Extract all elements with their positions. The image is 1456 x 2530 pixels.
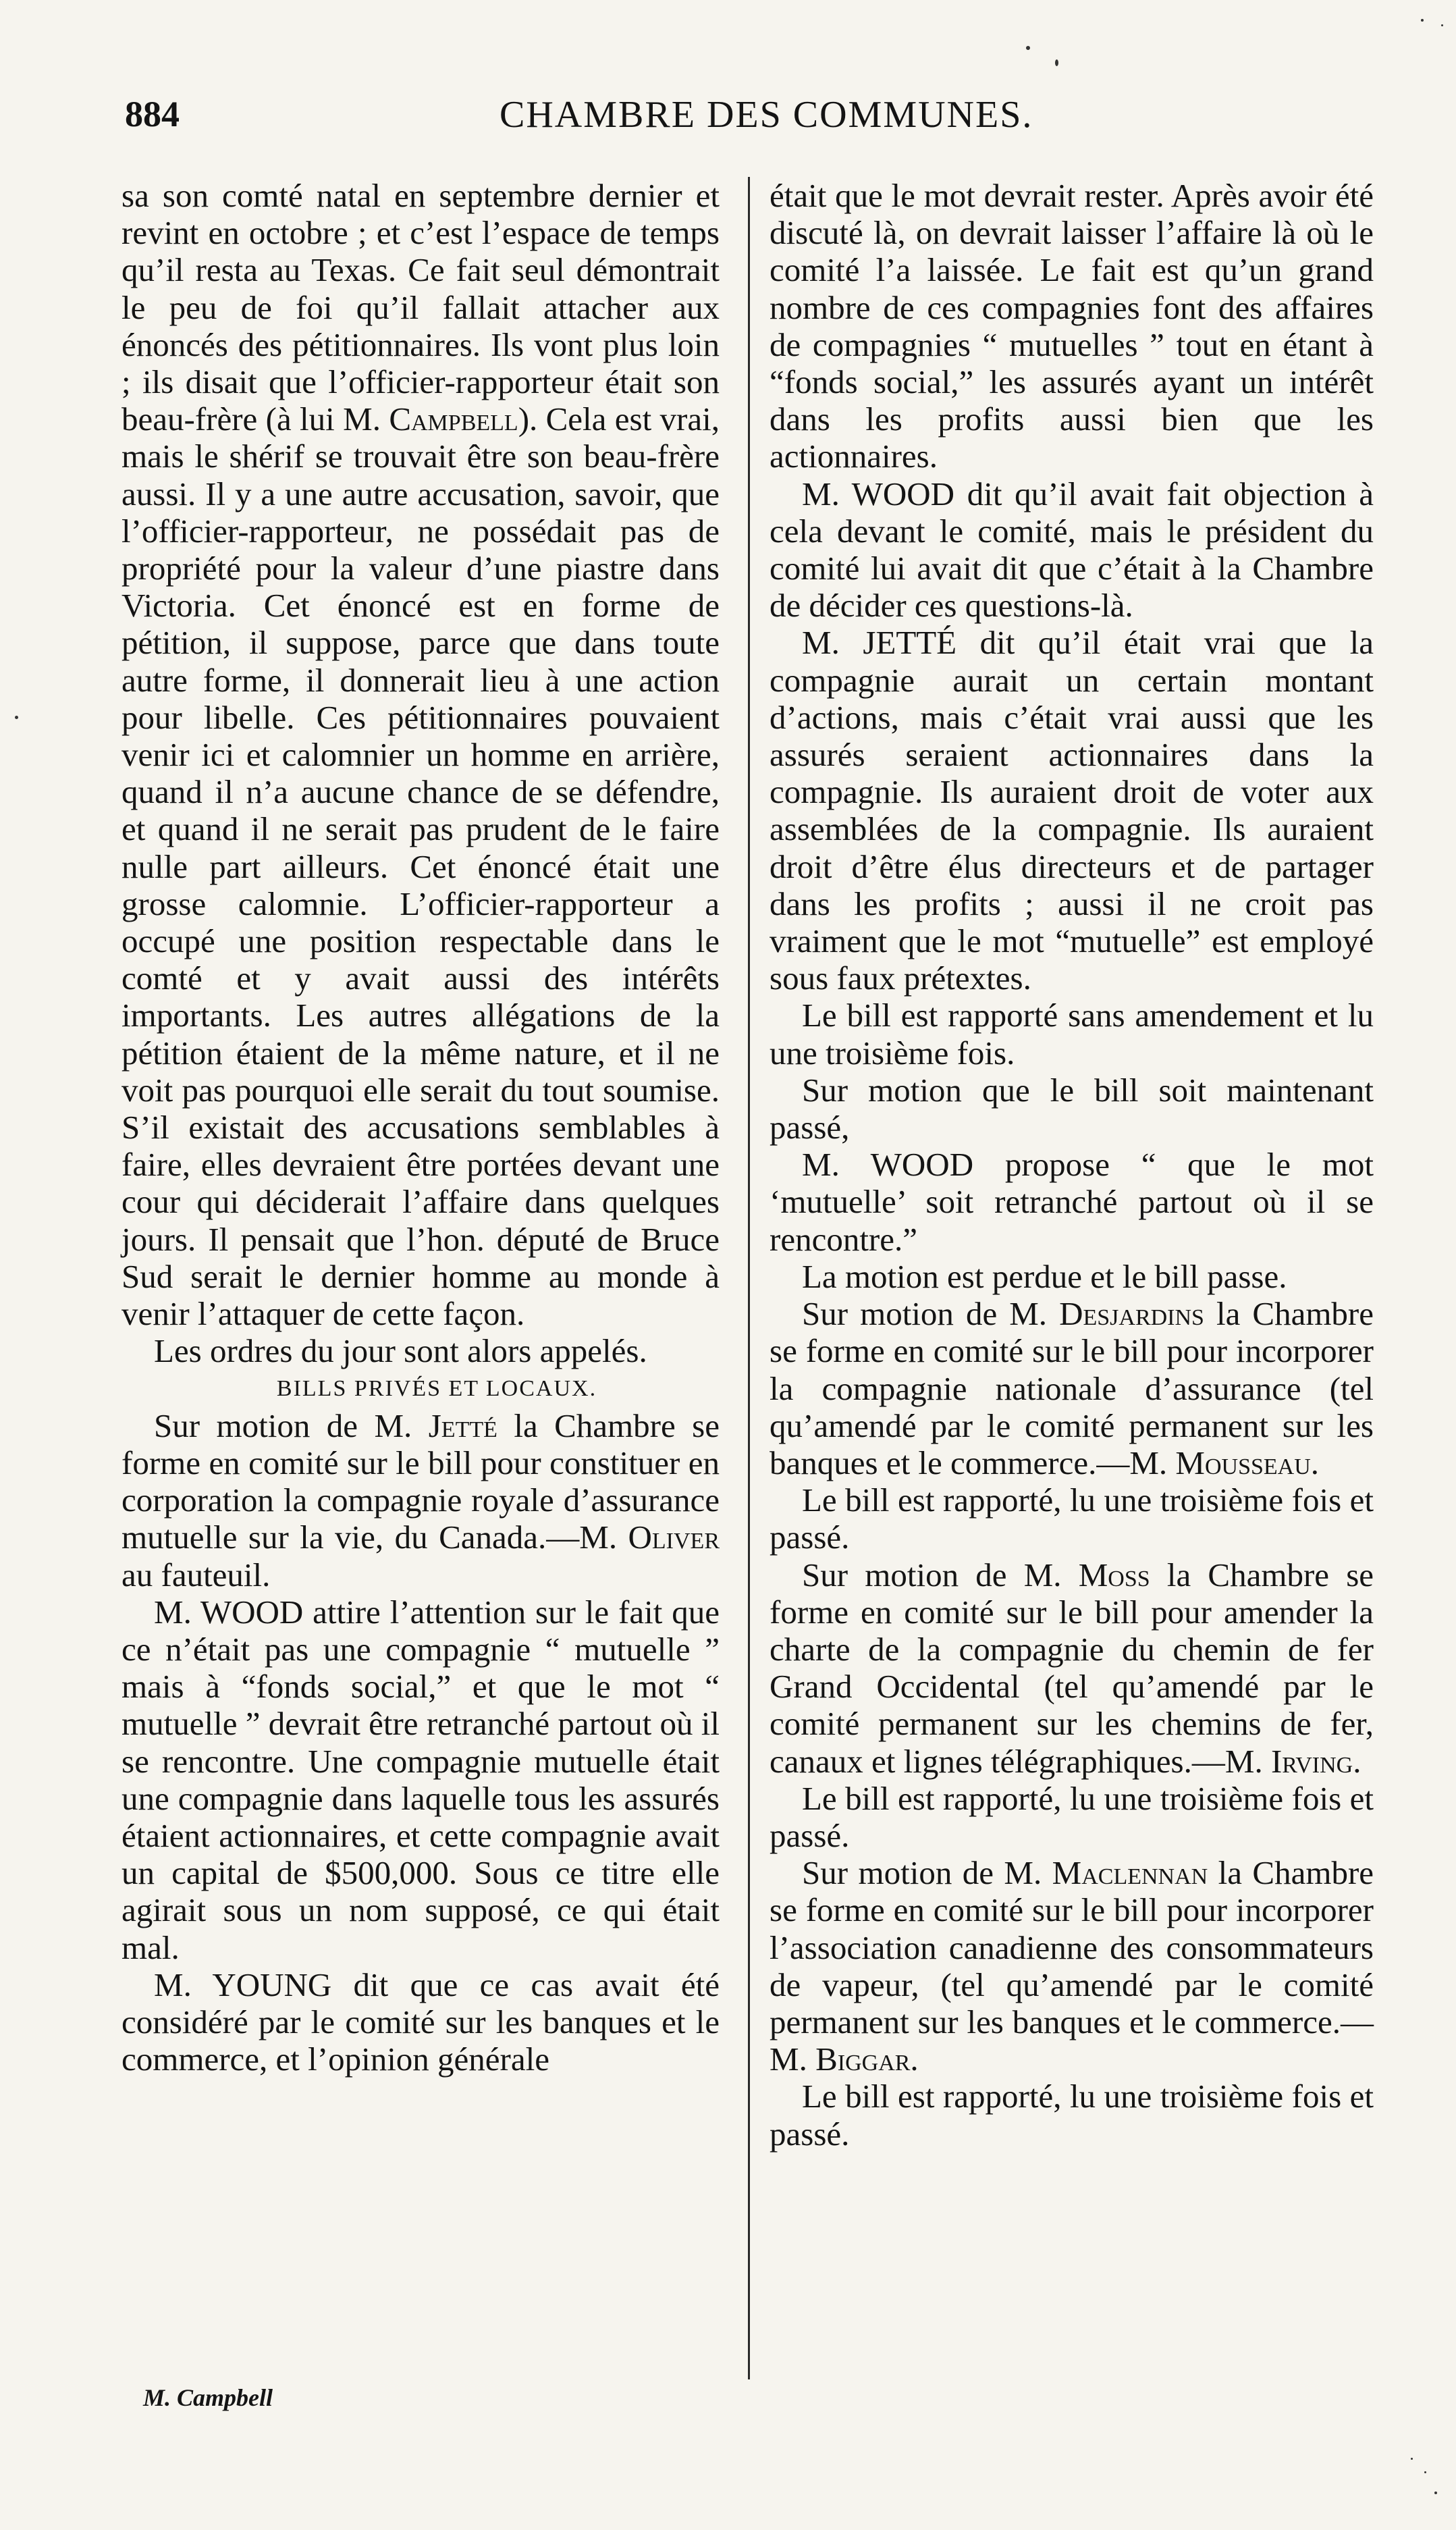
column-divider [748, 177, 750, 2352]
speaker-name: Irving [1270, 1742, 1353, 1780]
scan-speck [1434, 2492, 1437, 2494]
paragraph: M. WOOD propose “ que le mot ‘mutuelle’ soit retranché partout où il se rencontre.” [770, 1146, 1374, 1258]
paragraph: Le bill est rapporté, lu une troisième fois et passé. [770, 2078, 1374, 2153]
scan-speck [1441, 24, 1443, 26]
paragraph: M. YOUNG dit que ce cas avait été considéré par le comité sur les banques et le commerce, et l’opinion générale [122, 1966, 720, 2078]
column-divider-end [748, 2352, 750, 2379]
speaker-name: Jetté [428, 1406, 497, 1444]
paragraph: Sur motion que le bill soit maintenant passé, [770, 1071, 1374, 1147]
paragraph: Sur motion de M. Desjardins la Chambre se forme en comité sur le bill pour incorporer la compagnie nationale d’assurance (tel qu’amendé par le comité permanent sur les banques et le commerce.—M. Mousseau. [770, 1295, 1374, 1481]
scan-speck [1424, 2471, 1426, 2473]
speaker-name: Oliver [628, 1519, 720, 1556]
right-column [770, 177, 1374, 2153]
paragraph: Le bill est rapporté, lu une troisième fois et passé. [770, 1779, 1374, 1854]
paragraph: Sur motion de M. Moss la Chambre se forme en comité sur le bill pour amender la charte de la compagnie du chemin de fer Grand Occidental (tel qu’amendé par le comité permanent sur les chemins de fer, canaux et lignes télégraphiques.—M. Irving. [770, 1556, 1374, 1780]
paragraph: Sur motion de M. Maclennan la Chambre se forme en comité sur le bill pour incorporer l’association canadienne des consommateurs de vapeur, (tel qu’amendé par le comité permanent sur les banques et le commerce.—M. Biggar. [770, 1854, 1374, 2078]
speaker-name: Moss [1078, 1556, 1150, 1593]
scan-speck [1026, 46, 1030, 50]
page-number: 884 [125, 94, 180, 134]
speaker-name: M. Campbell [343, 400, 518, 438]
scan-speck [15, 716, 18, 719]
running-title: CHAMBRE DES COMMUNES. [500, 94, 1033, 136]
scan-speck [1421, 19, 1424, 22]
catchword: M. Campbell [143, 2384, 273, 2411]
speaker-name: Desjardins [1059, 1295, 1204, 1333]
paragraph: M. WOOD dit qu’il avait fait objection à cela devant le comité, mais le président du comité lui avait dit que c’était à la Chambre de décider ces questions-là. [770, 475, 1374, 625]
speaker-name: Maclennan [1052, 1854, 1208, 1892]
section-heading: BILLS PRIVÉS ET LOCAUX. [276, 1375, 597, 1401]
speaker-name: Biggar [815, 2040, 911, 2078]
paragraph: Les ordres du jour sont alors appelés. [154, 1332, 647, 1370]
paragraph: La motion est perdue et le bill passe. [802, 1257, 1287, 1295]
scan-speck [1055, 59, 1058, 66]
page-header [125, 93, 1407, 147]
scan-speck [1411, 2458, 1413, 2460]
speaker-name: Mousseau [1175, 1444, 1311, 1481]
paragraph: Le bill est rapporté sans amendement et lu une troisième fois. [770, 997, 1374, 1072]
paragraph: Sur motion de M. Jetté la Chambre se forme en comité sur le bill pour constituer en corporation la compagnie royale d’assurance mutuelle sur la vie, du Canada.—M. Oliver au fauteuil. [122, 1406, 720, 1593]
paragraph: Le bill est rapporté, lu une troisième fois et passé. [770, 1481, 1374, 1556]
paragraph: sa son comté natal en septembre dernier et revint en octobre ; et c’est l’espace de temps qu’il resta au Texas. Ce fait seul démontrait le peu de foi qu’il fallait attacher aux énoncés des pétitionnaires. Ils vont plus loin ; ils disait que l’officier-rapporteur était son beau-frère (à lui M. Campbell). Cela est vrai, mais le shérif se trouvait être son beau-frère aussi. Il y a une autre accusation, savoir, que l’officier-rapporteur, ne possédait pas de propriété pour la valeur d’une piastre dans Victoria. Cet énoncé est en forme de pétition, il suppose, parce que dans toute autre forme, il donnerait lieu à une action pour libelle. Ces pétitionnaires pouvaient venir ici et calomnier un homme en arrière, quand il n’a aucune chance de se défendre, et quand il ne serait pas prudent de le faire nulle part ailleurs. Cet énoncé était une grosse calomnie. L’officier-rapporteur a occupé une position respectable dans le comté et y avait aussi des intérêts importants. Les autres allégations de la pétition étaient de la même nature, et il ne voit pas pourquoi elle serait du tout soumise. S’il existait des accusations semblables à faire, elles devraient être portées devant une cour qui déciderait l’affaire dans quelques jours. Il pensait que l’hon. député de Bruce Sud serait le dernier homme au monde à venir l’attaquer de cette façon. [122, 177, 720, 1333]
paragraph: était que le mot devrait rester. Après avoir été discuté là, on devrait laisser l’affaire là où le comité l’a laissée. Le fait est qu’un grand nombre de ces compagnies font des affaires de compagnies “ mutuelles ” tout en étant à “fonds social,” les assurés ayant un intérêt dans les profits aussi bien que les actionnaires. [770, 177, 1374, 475]
paragraph: M. WOOD attire l’attention sur le fait que ce n’était pas une compagnie “ mutuelle ” mais à “fonds social,” et que le mot “ mutuelle ” devrait être retranché partout où il se rencontre. Une compagnie mutuelle était une compagnie dans laquelle tous les assurés étaient actionnaires, et cette compagnie avait un capital de $500,000. Sous ce titre elle agirait sous un nom supposé, ce qui était mal. [122, 1593, 720, 1966]
left-column [122, 177, 720, 2078]
paragraph: M. JETTÉ dit qu’il était vrai que la compagnie aurait un certain montant d’actions, mais c’était vrai aussi que les assurés seraient actionnaires dans la compagnie. Ils auraient droit de voter aux assemblées de la compagnie. Ils auraient droit d’être élus directeurs et de partager dans les profits ; aussi il ne croit pas vraiment que le mot “mutuelle” est employé sous faux prétextes. [770, 624, 1374, 997]
